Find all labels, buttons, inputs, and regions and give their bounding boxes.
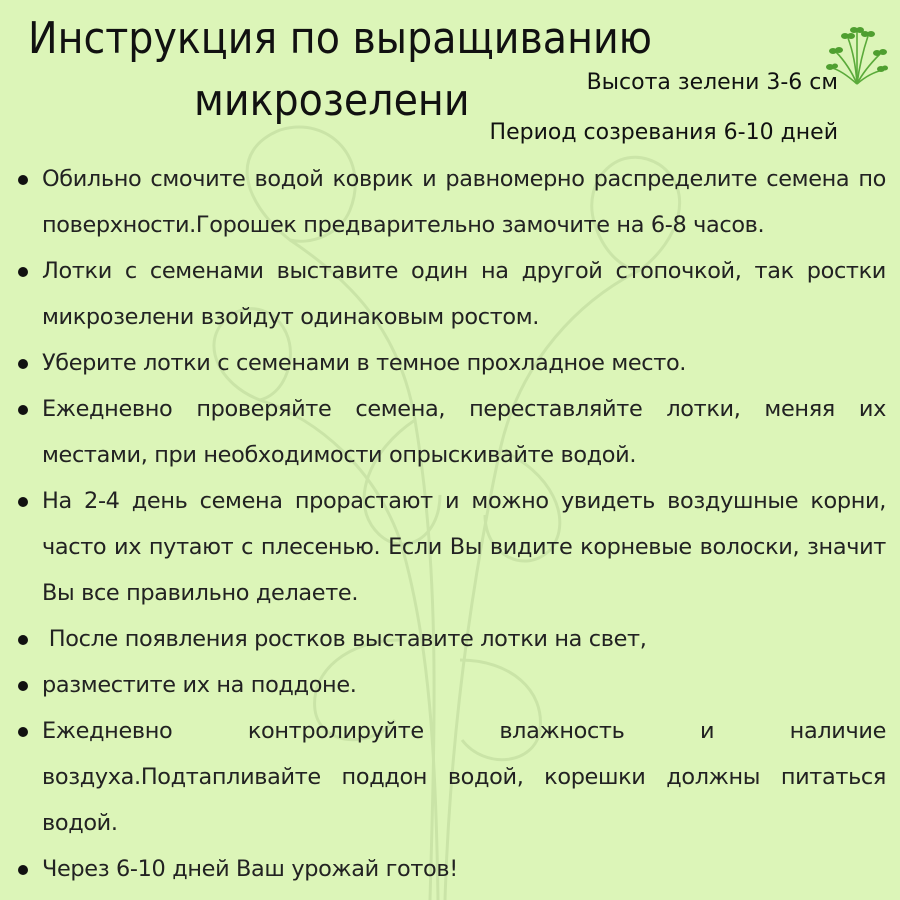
growing-info [490,58,838,158]
bullet-dot-icon [18,405,28,415]
list-item: разместите их на поддоне. [14,662,886,708]
list-item: Уберите лотки с семенами в темное прохладное место. [14,340,886,386]
bullet-dot-icon [18,635,28,645]
ripening-period: Период созревания 6-10 дней [489,120,838,145]
list-item: На 2-4 день семена прорастают и можно увидеть воздушные корни, часто их путают с плесенью. Если Вы видите корневые волоски, значит Вы все правильно делаете. [14,478,886,616]
instruction-list [14,156,886,892]
title-line-2: микрозелени [194,75,470,126]
bullet-dot-icon [18,865,28,875]
bullet-dot-icon [18,681,28,691]
bullet-dot-icon [18,175,28,185]
list-item: Ежедневно контролируйте влажность и наличие воздуха.Подтапливайте поддон водой, корешки должны питаться водой. [14,708,886,846]
bullet-dot-icon [18,497,28,507]
list-item: После появления ростков выставите лотки на свет, [14,616,886,662]
list-item: Обильно смочите водой коврик и равномерно распределите семена по поверхности.Горошек предварительно замочите на 6-8 часов. [14,156,886,248]
list-item: Ежедневно проверяйте семена, переставляйте лотки, меняя их местами, при необходимости опрыскивайте водой. [14,386,886,478]
title-line-1: Инструкция по выращиванию [28,13,652,64]
list-item: Лотки с семенами выставите один на другой стопочкой, так ростки микрозелени взойдут одинаковым ростом. [14,248,886,340]
bullet-dot-icon [18,267,28,277]
bullet-dot-icon [18,727,28,737]
greens-height: Высота зелени 3-6 см [586,70,838,95]
microgreens-sprouts-icon [826,24,888,86]
bullet-dot-icon [18,359,28,369]
list-item: Через 6-10 дней Ваш урожай готов! [14,846,886,892]
